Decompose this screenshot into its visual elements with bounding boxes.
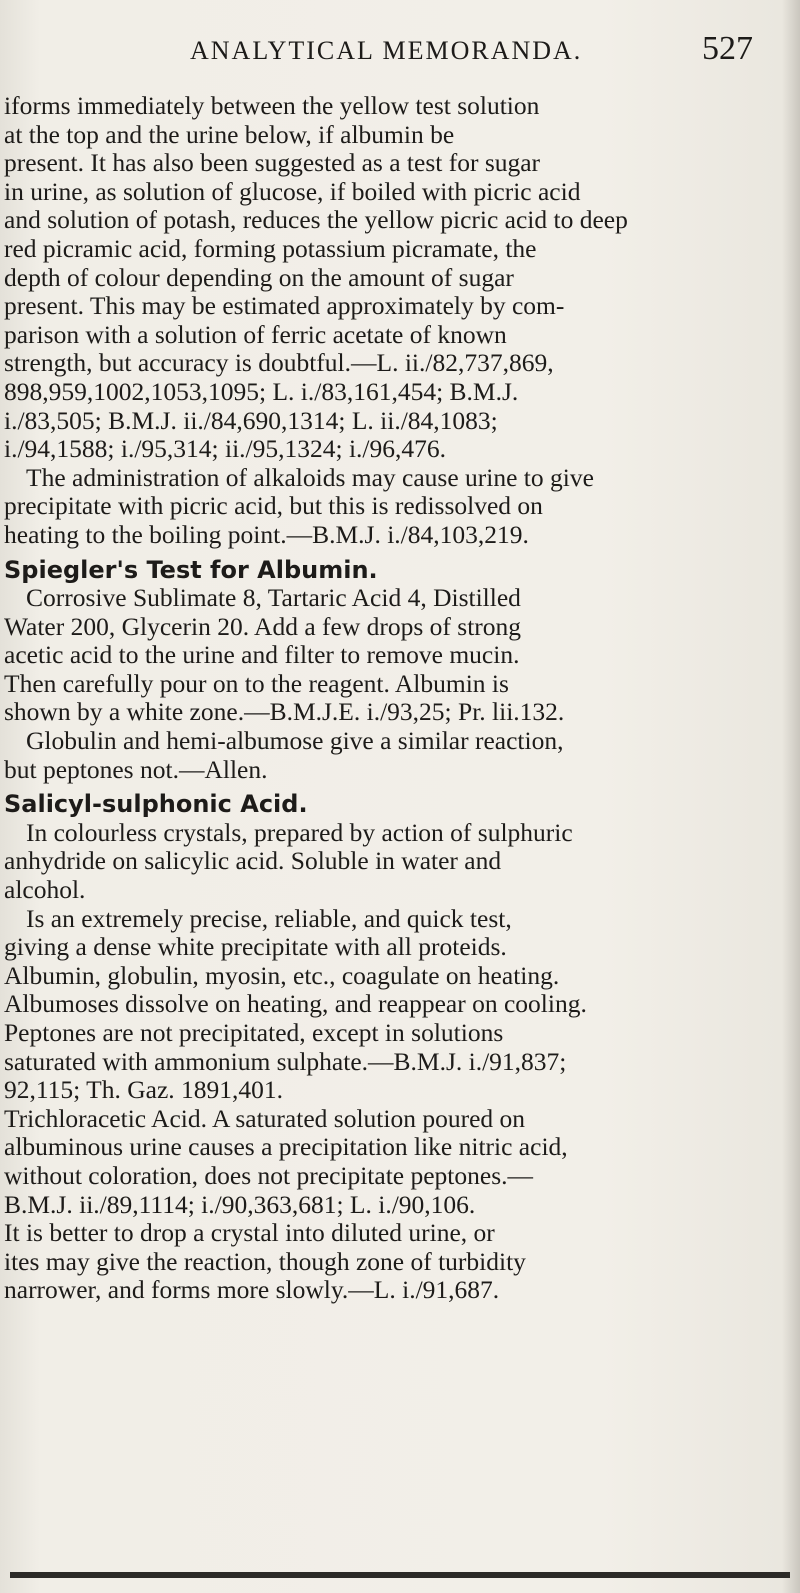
text-line: alcohol. bbox=[4, 876, 86, 905]
text-line: present. It has also been suggested as a test for sugar bbox=[4, 149, 541, 178]
page-header bbox=[0, 30, 800, 80]
text-line: i./83,505; B.M.J. ii./84,690,1314; L. ii./84,1083; bbox=[4, 406, 498, 435]
text-line: red picramic acid, forming potassium picramate, the bbox=[4, 234, 537, 263]
section-heading: Salicyl-sulphonic Acid. bbox=[4, 790, 308, 819]
text-line: Albumin, globulin, myosin, etc., coagulate on heating. bbox=[4, 961, 560, 990]
text-line: shown by a white zone.—B.M.J.E. i./93,25; Pr. lii.132. bbox=[4, 698, 565, 727]
text-line: but peptones not.—Allen. bbox=[4, 755, 268, 784]
text-line: at the top and the urine below, if albumin be bbox=[4, 120, 455, 149]
text-line: depth of colour depending on the amount of sugar bbox=[4, 263, 514, 292]
text-line: giving a dense white precipitate with all proteids. bbox=[4, 933, 507, 962]
text-line: albuminous urine causes a precipitation like nitric acid, bbox=[4, 1133, 568, 1162]
text-line: i./94,1588; i./95,314; ii./95,1324; i./96,476. bbox=[4, 435, 447, 464]
text-line: 898,959,1002,1053,1095; L. i./83,161,454; B.M.J. bbox=[4, 377, 519, 406]
text-line: ites may give the reaction, though zone of turbidity bbox=[4, 1247, 526, 1276]
text-line: Peptones are not precipitated, except in solutions bbox=[4, 1019, 504, 1047]
text-line: Is an extremely precise, reliable, and quick test, bbox=[26, 904, 512, 933]
text-line: present. This may be estimated approximately by com- bbox=[4, 292, 565, 321]
text-line: acetic acid to the urine and filter to remove mucin. bbox=[4, 641, 520, 670]
text-line: heating to the boiling point.—B.M.J. i./84,103,219. bbox=[4, 520, 529, 549]
text-line: It is better to drop a crystal into diluted urine, or bbox=[4, 1219, 495, 1248]
text-line: The administration of alkaloids may cause urine to give bbox=[26, 463, 594, 492]
section-heading-inline: Trichloracetic Acid. A saturated solution poured on bbox=[4, 1104, 526, 1133]
text-line: precipitate with picric acid, but this is redissolved on bbox=[4, 492, 543, 521]
text-line: without coloration, does not precipitate peptones.— bbox=[4, 1161, 534, 1190]
running-head: ANALYTICAL MEMORANDA. bbox=[190, 36, 583, 65]
text-line: Globulin and hemi-albumose give a similar reaction, bbox=[26, 727, 564, 756]
text-line: B.M.J. ii./89,1114; i./90,363,681; L. i./90,106. bbox=[4, 1190, 476, 1219]
text-line: narrower, and forms more slowly.—L. i./91,687. bbox=[4, 1276, 500, 1305]
section-heading: Spiegler's Test for Albumin. bbox=[4, 555, 378, 584]
text-line: Albumoses dissolve on heating, and reappear on cooling. bbox=[4, 990, 587, 1019]
text-line: iforms immediately between the yellow test solution bbox=[4, 92, 540, 120]
text-line: saturated with ammonium sulphate.—B.M.J. i./91,837; bbox=[4, 1047, 567, 1076]
text-line: Then carefully pour on to the reagent. Albumin is bbox=[4, 669, 509, 698]
body-text bbox=[4, 92, 780, 1305]
text-line: strength, but accuracy is doubtful.—L. ii./82,737,869, bbox=[4, 349, 554, 378]
text-line: in urine, as solution of glucose, if boiled with picric acid bbox=[4, 177, 581, 206]
text-line: and solution of potash, reduces the yellow picric acid to deep bbox=[4, 206, 628, 235]
text-line: Water 200, Glycerin 20. Add a few drops of strong bbox=[4, 612, 522, 641]
page-number: 527 bbox=[702, 30, 753, 67]
text-line: In colourless crystals, prepared by action of sulphuric bbox=[26, 818, 573, 847]
text-line: 92,115; Th. Gaz. 1891,401. bbox=[4, 1076, 284, 1105]
text-line: parison with a solution of ferric acetate of known bbox=[4, 320, 507, 349]
page-edge-shadow bbox=[782, 0, 800, 1593]
text-line: anhydride on salicylic acid. Soluble in water and bbox=[4, 847, 502, 876]
bottom-rule bbox=[10, 1572, 790, 1578]
text-line: Corrosive Sublimate 8, Tartaric Acid 4, Distilled bbox=[26, 584, 521, 613]
